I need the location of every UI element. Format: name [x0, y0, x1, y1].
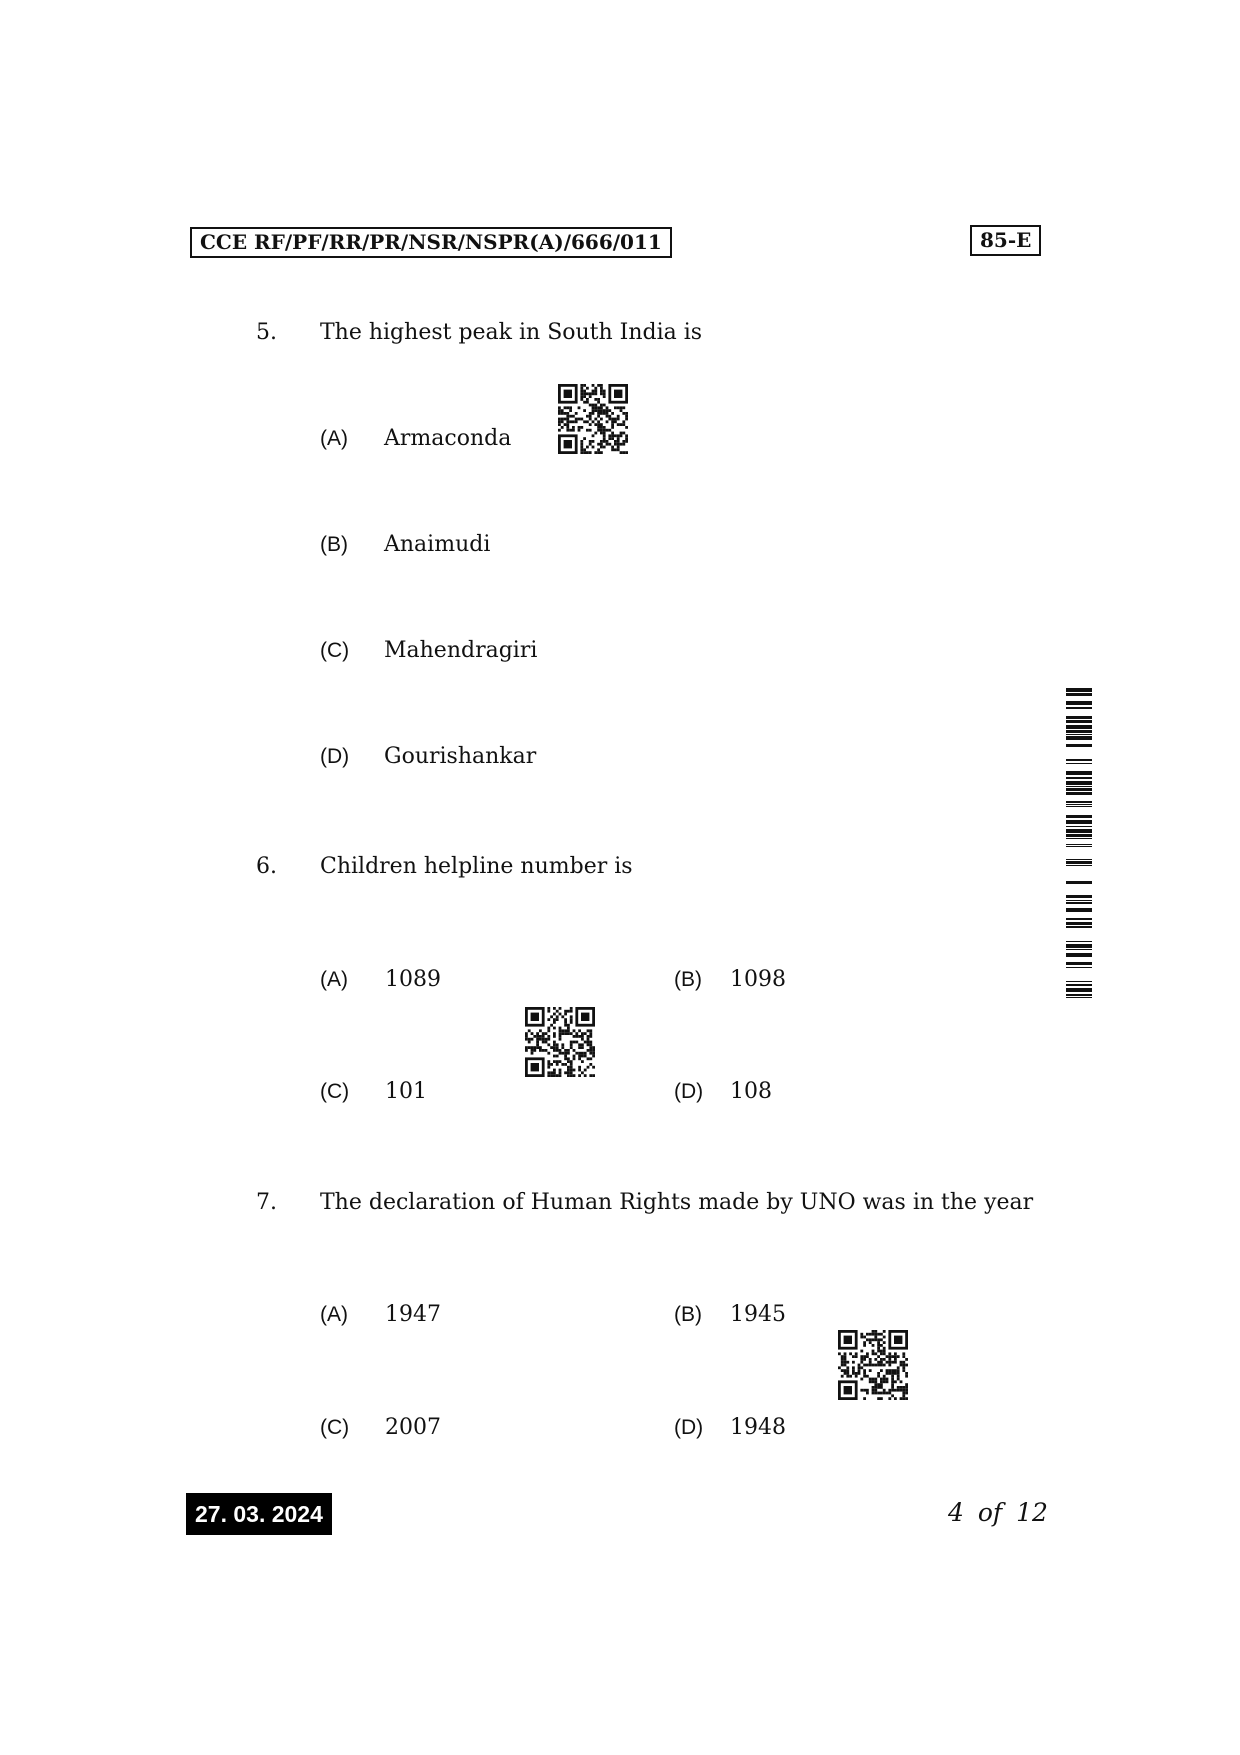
option-text-b: Anaimudi	[384, 532, 491, 557]
exam-code: CCE RF/PF/RR/PR/NSR/NSPR(A)/666/011	[190, 227, 672, 258]
option-label-b: (B)	[320, 533, 348, 556]
option-text-c: 101	[385, 1079, 427, 1104]
question-number: 7.	[256, 1190, 277, 1215]
booklet-code: 85-E	[970, 225, 1041, 256]
qr-code-icon	[525, 1007, 595, 1077]
option-label-a: (A)	[320, 968, 348, 991]
option-label-d: (D)	[674, 1416, 704, 1439]
option-text-c: Mahendragiri	[384, 638, 538, 663]
qr-code-icon	[558, 384, 628, 454]
option-text-d: 108	[730, 1079, 772, 1104]
option-text-a: 1947	[385, 1302, 441, 1327]
barcode-icon	[1066, 688, 1092, 998]
option-text-a: Armaconda	[384, 426, 512, 451]
page-number: 4 of 12	[948, 1498, 1048, 1527]
option-label-d: (D)	[320, 745, 350, 768]
option-text-c: 2007	[385, 1415, 441, 1440]
question-text: The declaration of Human Rights made by UNO was in the year	[320, 1190, 1034, 1215]
question-text: The highest peak in South India is	[320, 320, 703, 345]
option-label-a: (A)	[320, 427, 348, 450]
option-label-c: (C)	[320, 639, 350, 662]
exam-date: 27. 03. 2024	[186, 1493, 332, 1535]
option-text-a: 1089	[385, 967, 441, 992]
option-label-b: (B)	[674, 968, 702, 991]
option-label-b: (B)	[674, 1303, 702, 1326]
option-text-d: 1948	[730, 1415, 786, 1440]
option-label-c: (C)	[320, 1416, 350, 1439]
option-text-b: 1945	[730, 1302, 786, 1327]
option-text-b: 1098	[730, 967, 786, 992]
question-number: 5.	[256, 320, 277, 345]
question-number: 6.	[256, 854, 277, 879]
option-label-c: (C)	[320, 1080, 350, 1103]
qr-code-icon	[838, 1330, 908, 1400]
option-text-d: Gourishankar	[384, 744, 537, 769]
question-text: Children helpline number is	[320, 854, 633, 879]
option-label-d: (D)	[674, 1080, 704, 1103]
option-label-a: (A)	[320, 1303, 348, 1326]
